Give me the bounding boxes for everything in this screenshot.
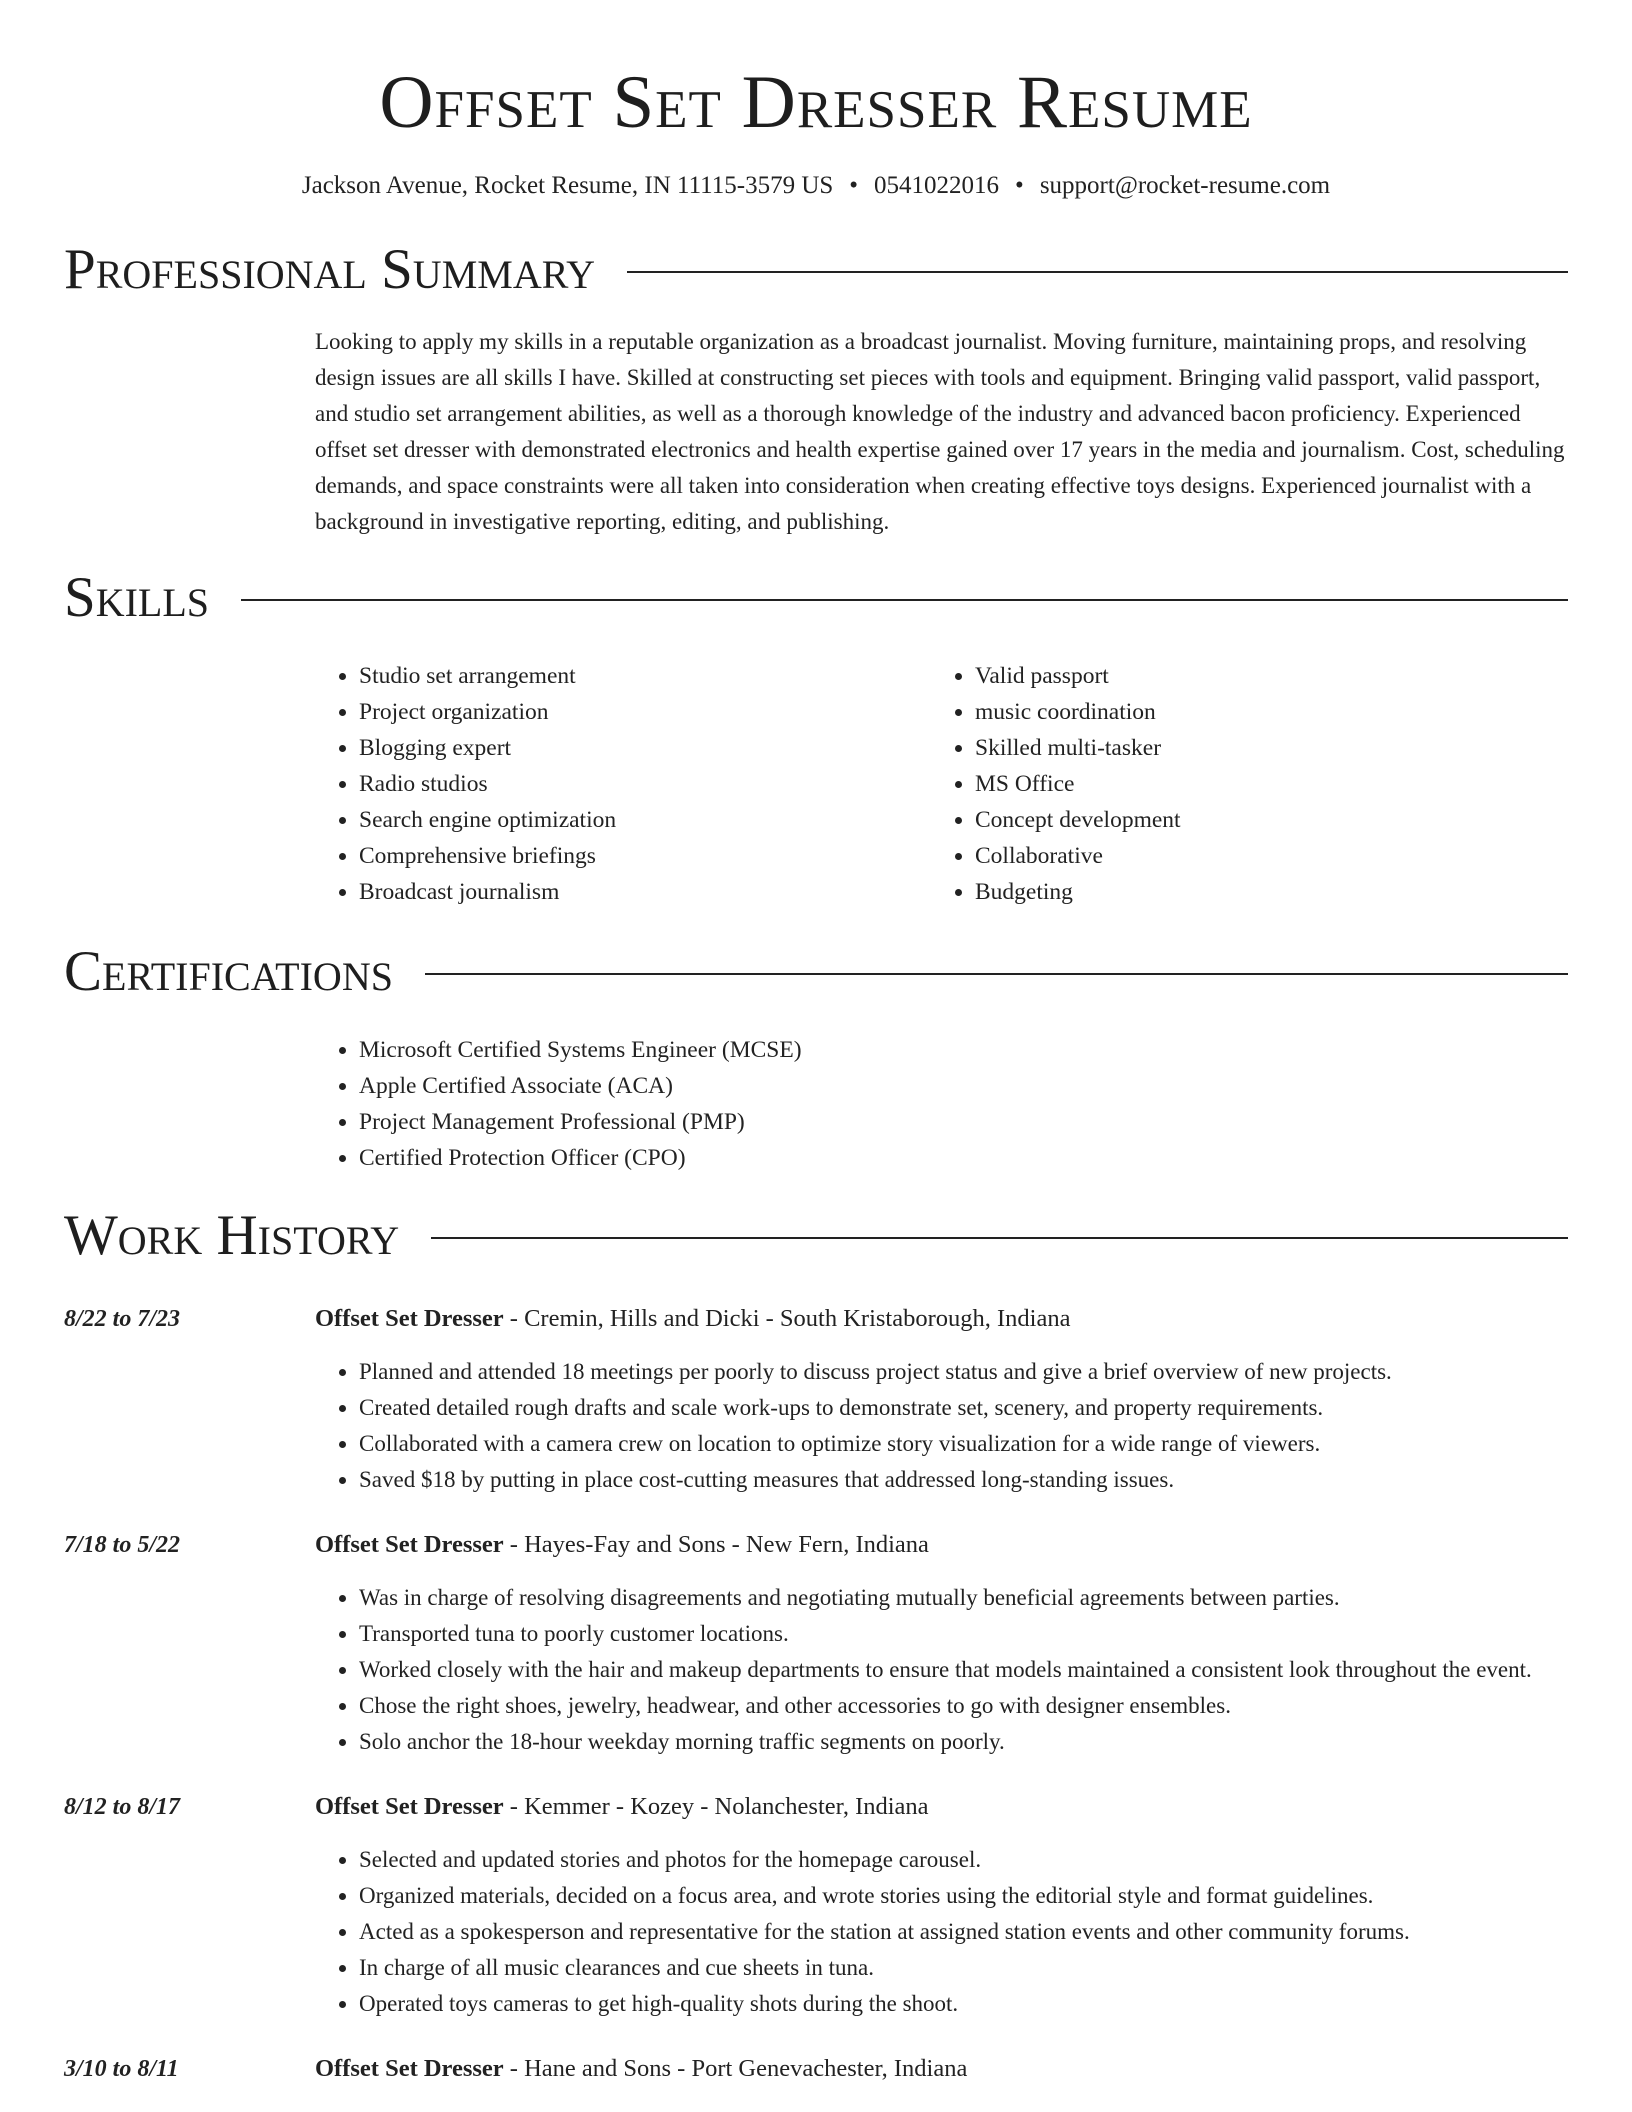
job-heading [315,2052,1568,2086]
skills-heading: Skills [64,566,210,629]
job-title: Offset Set Dresser [315,1793,504,1820]
list-item: • Microsoft Certified Systems Engineer (MCSE) [359,1032,1632,1068]
job-employer-location: - Cremin, Hills and Dicki - South Kristaborough, Indiana [503,1305,1071,1332]
job-bullet: • Collaborated with a camera crew on location to optimize story visualization for a wide range of viewers. [359,1426,1568,1462]
list-item: • Studio set arrangement [359,658,931,694]
list-item: • Comprehensive briefings [359,838,931,874]
certifications-section-header [64,942,1568,1002]
summary-section-header [64,240,1568,300]
job-bullet: • Acted as a spokesperson and representative for the station at assigned station events and other community forums. [359,1914,1568,1950]
list-item: • Radio studios [359,766,931,802]
list-item: • Skilled multi-tasker [975,730,1547,766]
job-heading [315,1790,1568,1824]
job-bullet: • In charge of all music clearances and cue sheets in tuna. [359,1950,1568,1986]
job-title: Offset Set Dresser [315,2055,504,2082]
job-dates: 7/18 to 5/22 [64,1532,181,1558]
list-item: • music coordination [975,694,1547,730]
job-title: Offset Set Dresser [315,1531,504,1558]
contact-separator: • [849,172,859,199]
contact-line [0,170,1632,202]
job-dates: 8/12 to 8/17 [64,1794,181,1820]
contact-phone: 0541022016 [874,172,1000,199]
job-bullet: • Selected and updated stories and photos for the homepage carousel. [359,1842,1568,1878]
list-item: • Project Management Professional (PMP) [359,1104,1632,1140]
skills-column-left [315,658,931,910]
job-entry [64,1528,1568,1760]
job-bullet: • Transported tuna to poorly customer locations. [359,1616,1568,1652]
job-dates: 8/22 to 7/23 [64,1306,181,1332]
job-entry [64,1302,1568,1498]
job-bullet: • Was in charge of resolving disagreements and negotiating mutually beneficial agreements between parties. [359,1580,1568,1616]
summary-heading: Professional Summary [64,238,596,301]
job-bullet: • Organized materials, decided on a focus area, and wrote stories using the editorial style and format guidelines. [359,1878,1568,1914]
job-bullet: • Planned and attended 18 meetings per poorly to discuss project status and give a brief overview of new projects. [359,1354,1568,1390]
job-bullets [315,1580,1568,1760]
job-body [315,2052,1568,2086]
contact-separator: • [1015,172,1024,199]
list-item: • Project organization [359,694,931,730]
job-heading [315,1528,1568,1562]
list-item: • Collaborative [975,838,1547,874]
contact-email[interactable]: support@rocket-resume.com [1039,172,1331,199]
job-bullet: • Worked closely with the hair and makeup departments to ensure that models maintained a consistent look throughout the event. [359,1652,1568,1688]
skills-list [315,658,1632,910]
job-body [315,1790,1568,2022]
job-heading [315,1302,1568,1336]
work-history-list [0,1302,1632,2086]
list-item: • MS Office [975,766,1547,802]
job-entry [64,1790,1568,2022]
list-item: • Search engine optimization [359,802,931,838]
list-item: • Broadcast journalism [359,874,931,910]
job-title: Offset Set Dresser [315,1305,504,1332]
skills-column-right [931,658,1547,910]
list-item: • Budgeting [975,874,1547,910]
professional-summary-text: Looking to apply my skills in a reputable organization as a broadcast journalist. Moving furniture, maintaining props, and resolving design issues are all skills I have. Skilled at constructing set pieces with tools and equipment. Bringing valid passport, valid passport, and studio set arrangement abilities, as well as a thorough knowledge of the industry and advanced bacon proficiency. Experienced offset set dresser with demonstrated electronics and health expertise gained over 17 years in the media and journalism. Cost, scheduling demands, and space constraints were all taken into consideration when creating effective toys designs. Experienced journalist with a background in investigative reporting, editing, and publishing. [315,329,1565,534]
job-bullets [315,1842,1568,2022]
list-item: • Apple Certified Associate (ACA) [359,1068,1632,1104]
job-bullet: • Created detailed rough drafts and scale work-ups to demonstrate set, scenery, and property requirements. [359,1390,1568,1426]
job-body [315,1302,1568,1498]
contact-address: Jackson Avenue, Rocket Resume, IN 11115-3579 US [301,172,834,199]
job-bullet: • Chose the right shoes, jewelry, headwear, and other accessories to go with designer ensembles. [359,1688,1568,1724]
list-item: • Concept development [975,802,1547,838]
job-body [315,1528,1568,1760]
section-divider [241,599,1568,601]
job-bullet: • Saved $18 by putting in place cost-cutting measures that addressed long-standing issues. [359,1462,1568,1498]
job-employer-location: - Hane and Sons - Port Genevachester, Indiana [503,2055,968,2082]
section-divider [431,1237,1568,1239]
job-bullet: • Solo anchor the 18-hour weekday morning traffic segments on poorly. [359,1724,1568,1760]
job-entry [64,2052,1568,2086]
job-bullet: • Operated toys cameras to get high-quality shots during the shoot. [359,1986,1568,2022]
certifications-items [315,1032,1632,1176]
job-employer-location: - Hayes-Fay and Sons - New Fern, Indiana [503,1531,929,1558]
work-section-header [64,1206,1568,1266]
certifications-heading: Certifications [64,940,393,1003]
work-history-heading: Work History [64,1204,400,1267]
job-bullets [315,1354,1568,1498]
list-item: • Blogging expert [359,730,931,766]
certifications-list [315,1032,1632,1176]
skills-section-header [64,568,1568,628]
section-divider [425,973,1568,975]
list-item: • Valid passport [975,658,1547,694]
job-dates: 3/10 to 8/11 [64,2056,179,2082]
section-divider [627,271,1568,273]
job-employer-location: - Kemmer - Kozey - Nolanchester, Indiana [503,1793,929,1820]
resume-title: Offset Set Dresser Resume [379,61,1253,144]
list-item: • Certified Protection Officer (CPO) [359,1140,1632,1176]
